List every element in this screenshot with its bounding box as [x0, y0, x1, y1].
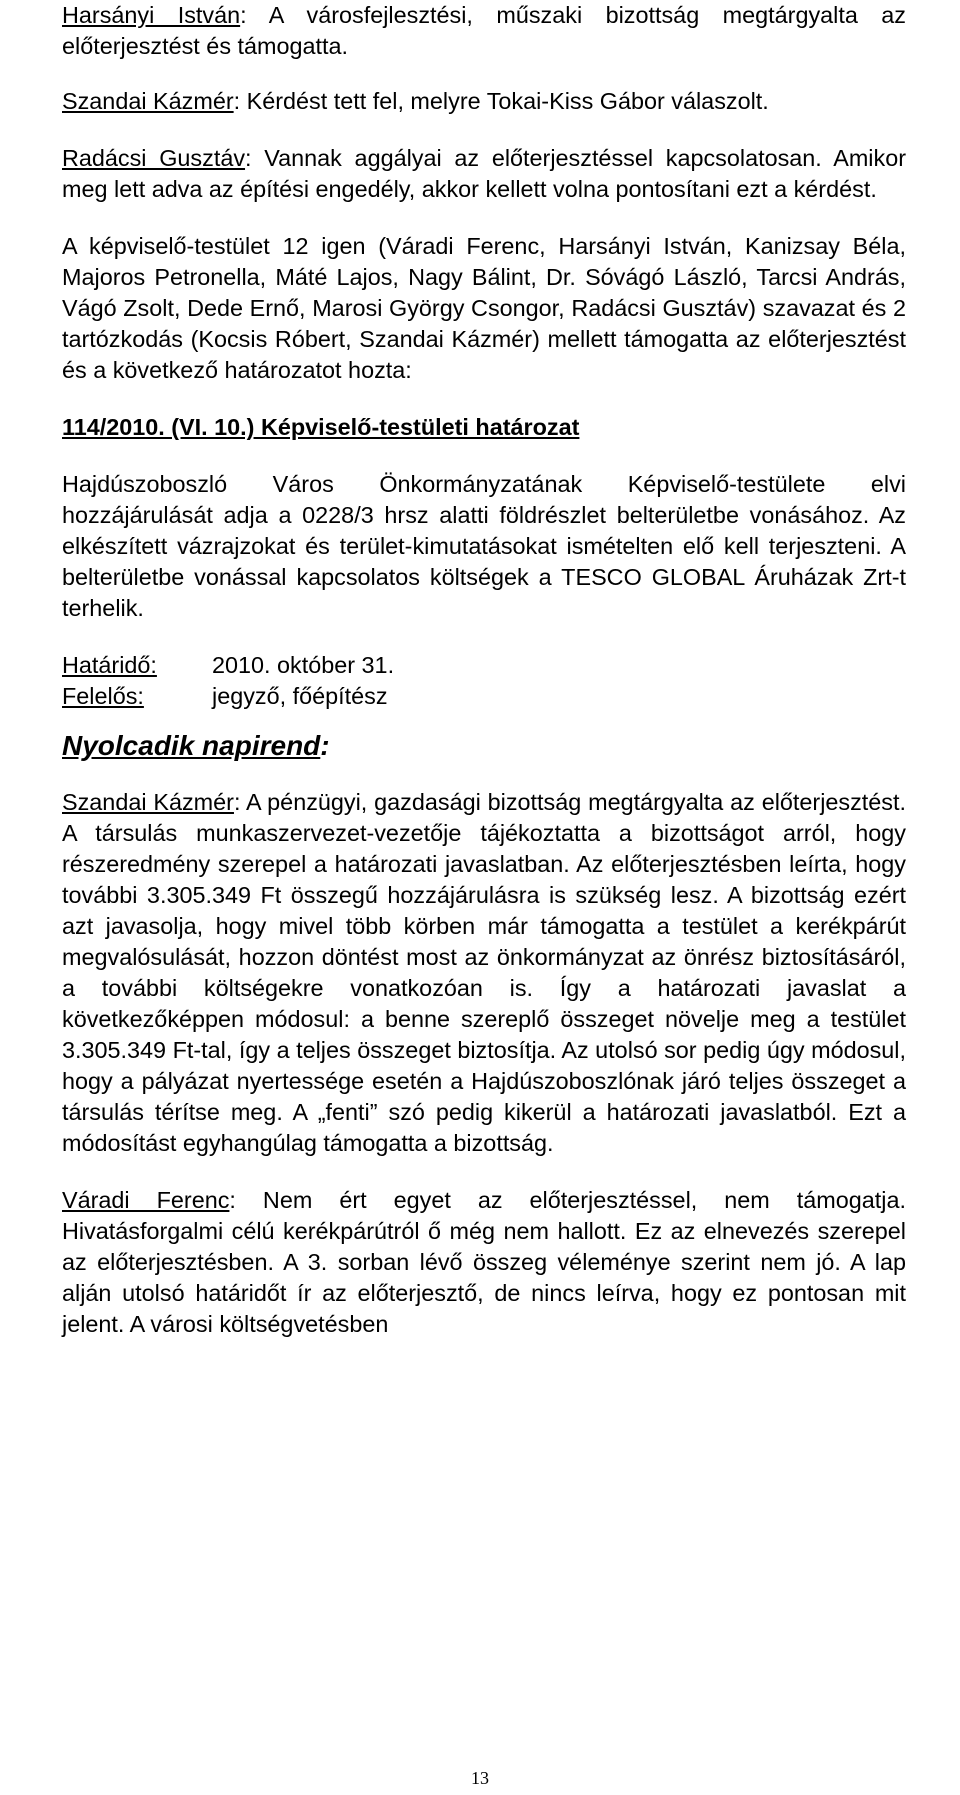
responsible-row	[62, 681, 906, 712]
page-number: 13	[471, 1768, 489, 1788]
paragraph-text: : Vannak aggályai az előterjesztéssel kapcsolatosan. Amikor meg lett adva az építési engedély, akkor kellett volna pontosítani ezt a kérdést.	[62, 145, 906, 202]
paragraph-text: : A városfejlesztési, műszaki bizottság megtárgyalta az előterjesztést és támogatta.	[62, 2, 906, 59]
resolution-body: Hajdúszoboszló Város Önkormányzatának Képviselő-testülete elvi hozzájárulását adja a 0228/3 hrsz alatti földrészlet belterületbe vonásához. Az elkészített vázrajzokat és terület-kimutatásokat ismételten elő kell terjeszteni. A belterületbe vonással kapcsolatos költségek a TESCO GLOBAL Áruházak Zrt-t terhelik.	[62, 471, 906, 621]
speaker-name: Szandai Kázmér	[62, 789, 234, 815]
paragraph-text: : Nem ért egyet az előterjesztéssel, nem támogatja. Hivatásforgalmi célú kerékpárútról ő még nem hallott. Ez az elnevezés szerepel az előterjesztésben. A 3. sorban lévő összeg véleménye szerint nem jó. A lap alján utolsó határidőt ír az előterjesztő, de nincs leírva, hogy ez pontosan mit jelent. A városi költségvetésben	[62, 1187, 906, 1337]
section-heading	[62, 728, 906, 764]
deadline-value: 2010. október 31.	[212, 652, 395, 678]
speaker-name: Radácsi Gusztáv	[62, 145, 246, 171]
deadline-row	[62, 650, 906, 681]
paragraph-harsanyi	[62, 0, 906, 62]
responsible-label: Felelős:	[62, 683, 144, 709]
section-heading-colon: :	[320, 730, 330, 761]
paragraph-szandai-question	[62, 86, 906, 117]
vote-paragraph: A képviselő-testület 12 igen (Váradi Ferenc, Harsányi István, Kanizsay Béla, Majoros Petronella, Máté Lajos, Nagy Bálint, Dr. Sóvágó László, Tarcsi András, Vágó Zsolt, Dede Ernő, Marosi György Csongor, Radácsi Gusztáv) szavazat és 2 tartózkodás (Kocsis Róbert, Szandai Kázmér) mellett támogatta az előterjesztést és a következő határozatot hozta:	[62, 233, 906, 383]
paragraph-radacsi	[62, 143, 906, 205]
deadline-label: Határidő:	[62, 652, 157, 678]
paragraph-text: : Kérdést tett fel, melyre Tokai-Kiss Gábor válaszolt.	[233, 88, 769, 114]
document-page	[62, 0, 906, 1340]
paragraph-text: : A pénzügyi, gazdasági bizottság megtárgyalta az előterjesztést. A társulás munkaszervezet-vezetője tájékoztatta a bizottságot arról, hogy részeredmény szerepel a határozati javaslatban. Az előterjesztésben leírta, hogy további 3.305.349 Ft összegű hozzájárulásra is szükség lesz. A bizottság ezért azt javasolja, hogy mivel több körben már támogatta a testület a kerékpárút megvalósulását, hozzon döntést most az önkormányzat az önrész biztosításáról, a további költségekre vonatkozóan is. Így a határozati javaslat a következőképpen módosul: a benne szereplő összeget növelje meg a testület 3.305.349 Ft-tal, így a teljes összeget biztosítja. Az utolsó sor pedig úgy módosul, hogy a pályázat nyertessége esetén a Hajdúszoboszlónak járó teljes összeget a társulás térítse meg. A „fenti” szó pedig kikerül a határozati javaslatból. Ezt a módosítást egyhangúlag támogatta a bizottság.	[62, 789, 906, 1156]
section-heading-text: Nyolcadik napirend	[62, 730, 321, 761]
resolution-title: 114/2010. (VI. 10.) Képviselő-testületi határozat	[62, 414, 580, 440]
speaker-name: Szandai Kázmér	[62, 88, 234, 114]
paragraph-szandai-finance	[62, 787, 906, 1159]
speaker-name: Váradi Ferenc	[62, 1187, 230, 1213]
responsible-value: jegyző, főépítész	[212, 683, 388, 709]
speaker-name: Harsányi István	[62, 2, 241, 28]
paragraph-varadi	[62, 1185, 906, 1340]
